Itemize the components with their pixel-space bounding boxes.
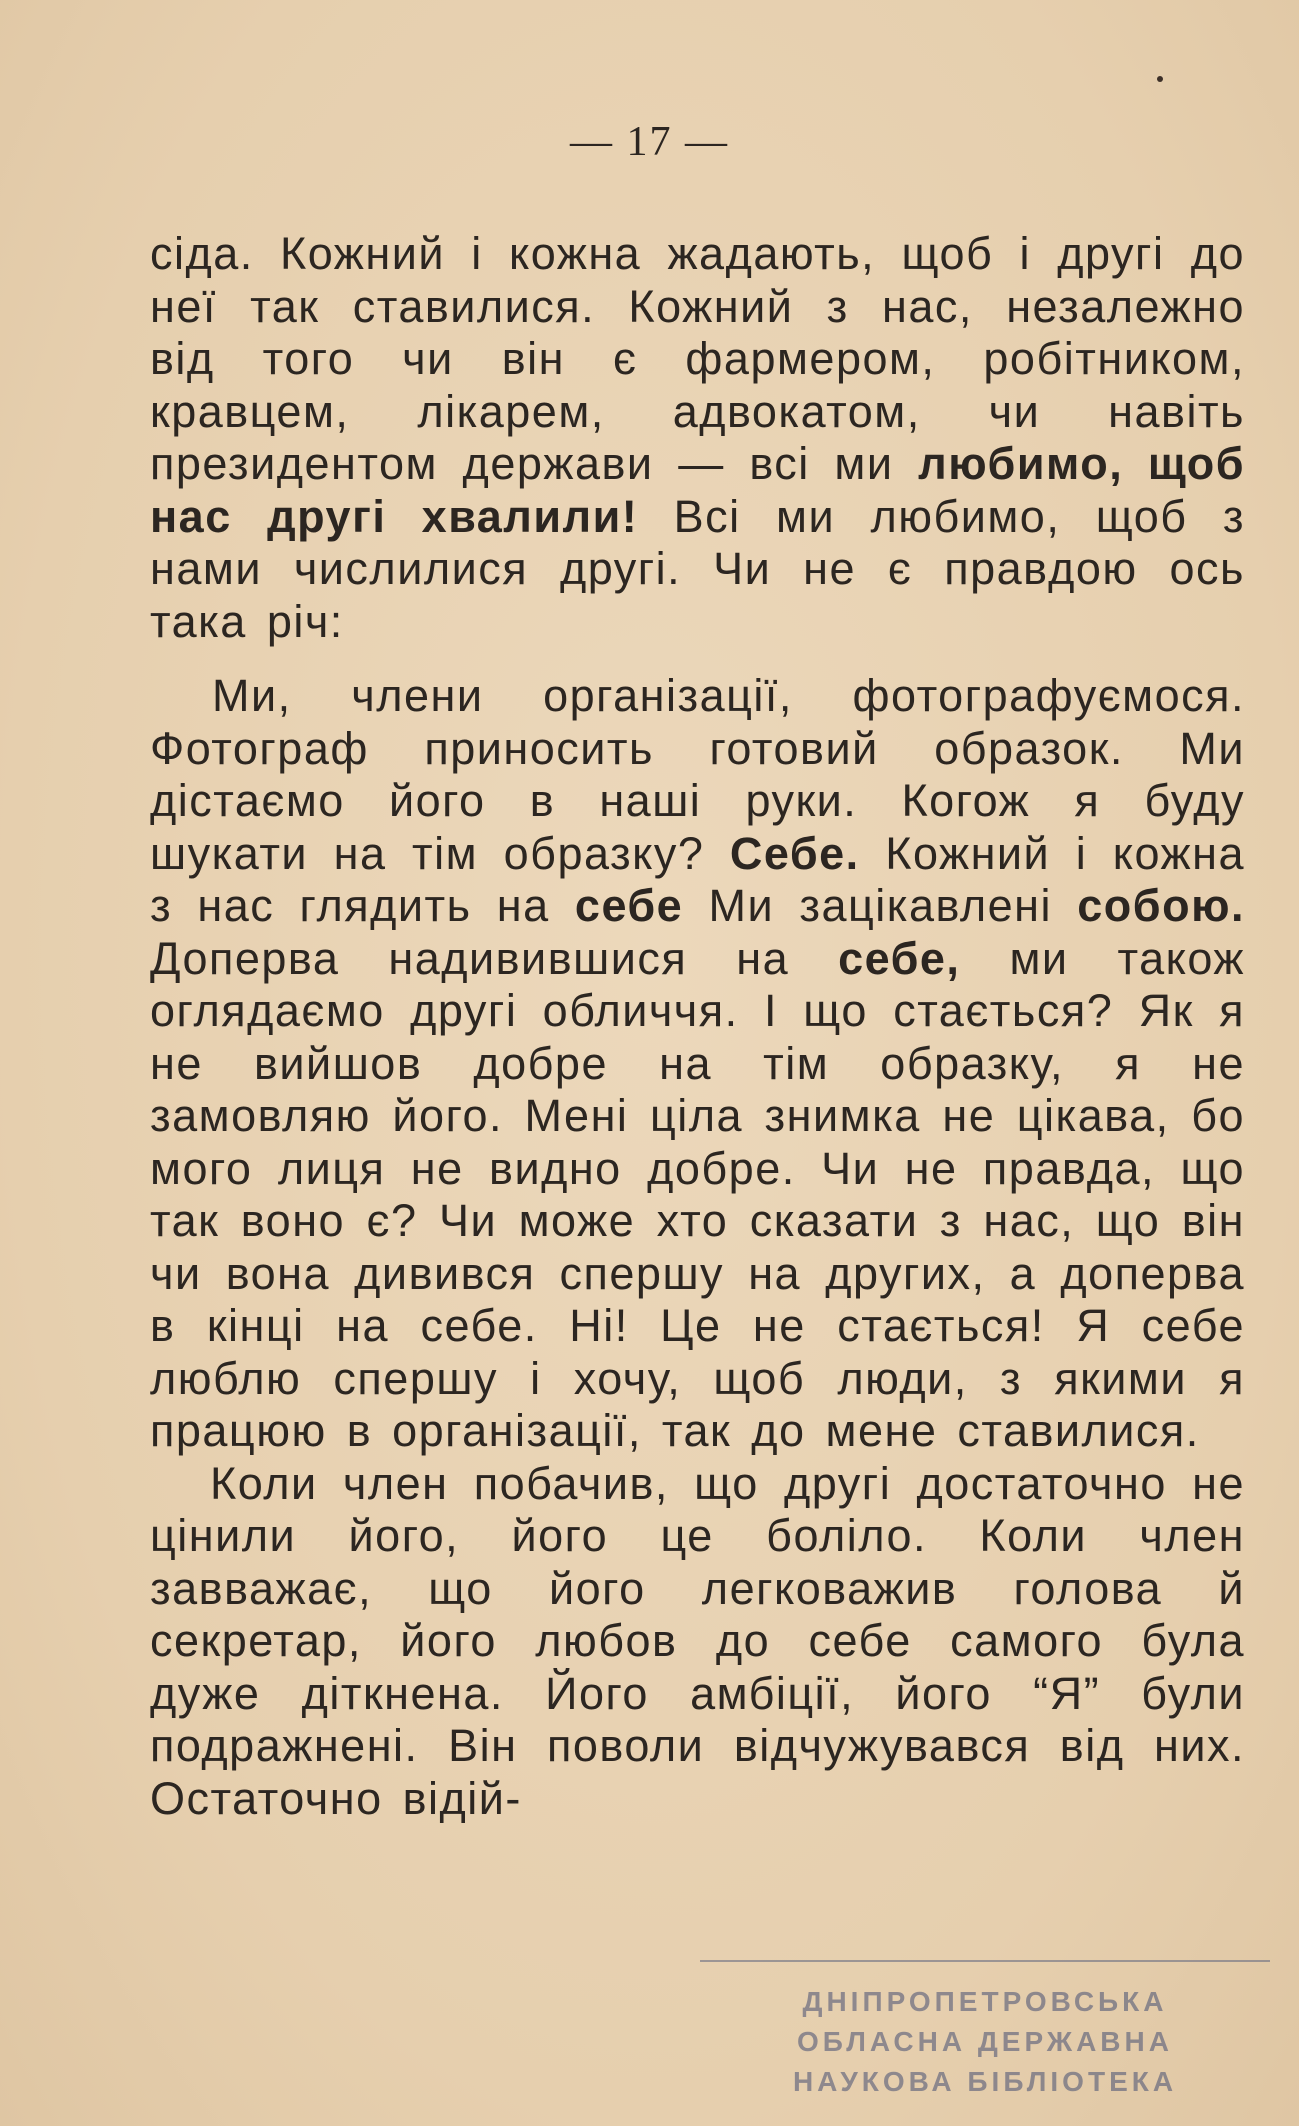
bold-word: Себе. [729, 827, 860, 879]
stamp-line-1: ДНІПРОПЕТРОВСЬКА [802, 1986, 1168, 2017]
paragraph-1: сіда. Кожний і кожна жадають, щоб і другі до неї так ставилися. Кожний з нас, незалежно від того чи він є фармером, робітником, кравцем, лікарем, адвокатом, чи навіть президентом держави — всі ми любимо, щоб нас другі хвалили! Всі ми любимо, щоб з нами числилися другі. Чи не є правдою ось така річ: [150, 228, 1246, 647]
ink-speck [1157, 76, 1163, 82]
body-text [150, 228, 1245, 1825]
stamp-line-3: НАУКОВА БІБЛІОТЕКА [792, 2066, 1178, 2097]
bold-phrase: любимо, щоб нас другі хвалили! [150, 438, 1246, 542]
paragraph-3: Коли член побачив, що другі достаточно не цінили його, його це боліло. Коли член завважає, що його легковажив голова й секретар, його любов до себе самого була дуже діткнена. Його амбіції, його “Я” були подражнені. Він поволи відчужувався від них. Остаточно відій- [150, 1457, 1245, 1824]
bold-word: себе [574, 880, 684, 931]
bold-word: собою. [1077, 880, 1245, 931]
library-stamp [700, 1960, 1270, 2122]
paragraph-2: Ми, члени організації, фотографуємося. Фотограф приносить готовий образок. Ми дістаємо його в наші руки. Когож я буду шукати на тім образку? Себе. Кожний і кожна з нас глядить на себе Ми зацікавлені собою. Доперва надивившися на себе, ми також оглядаємо другі обличчя. І що стається? Як я не вийшов добре на тім образку, я не замовляю його. Мені ціла знимка не цікава, бо мого лиця не видно добре. Чи не правда, що так воно є? Чи може хто сказати з нас, що він чи вона дивився спершу на других, а доперва в кінці на себе. Ні! Це не стається! Я себе люблю спершу і хочу, щоб люди, з якими я працюю в організації, так до мене ставилися. [150, 670, 1246, 1456]
bold-word: себе, [838, 932, 961, 984]
stamp-line-2: ОБЛАСНА ДЕРЖАВНА [797, 2026, 1173, 2057]
page-number: — 17 — [570, 119, 729, 165]
